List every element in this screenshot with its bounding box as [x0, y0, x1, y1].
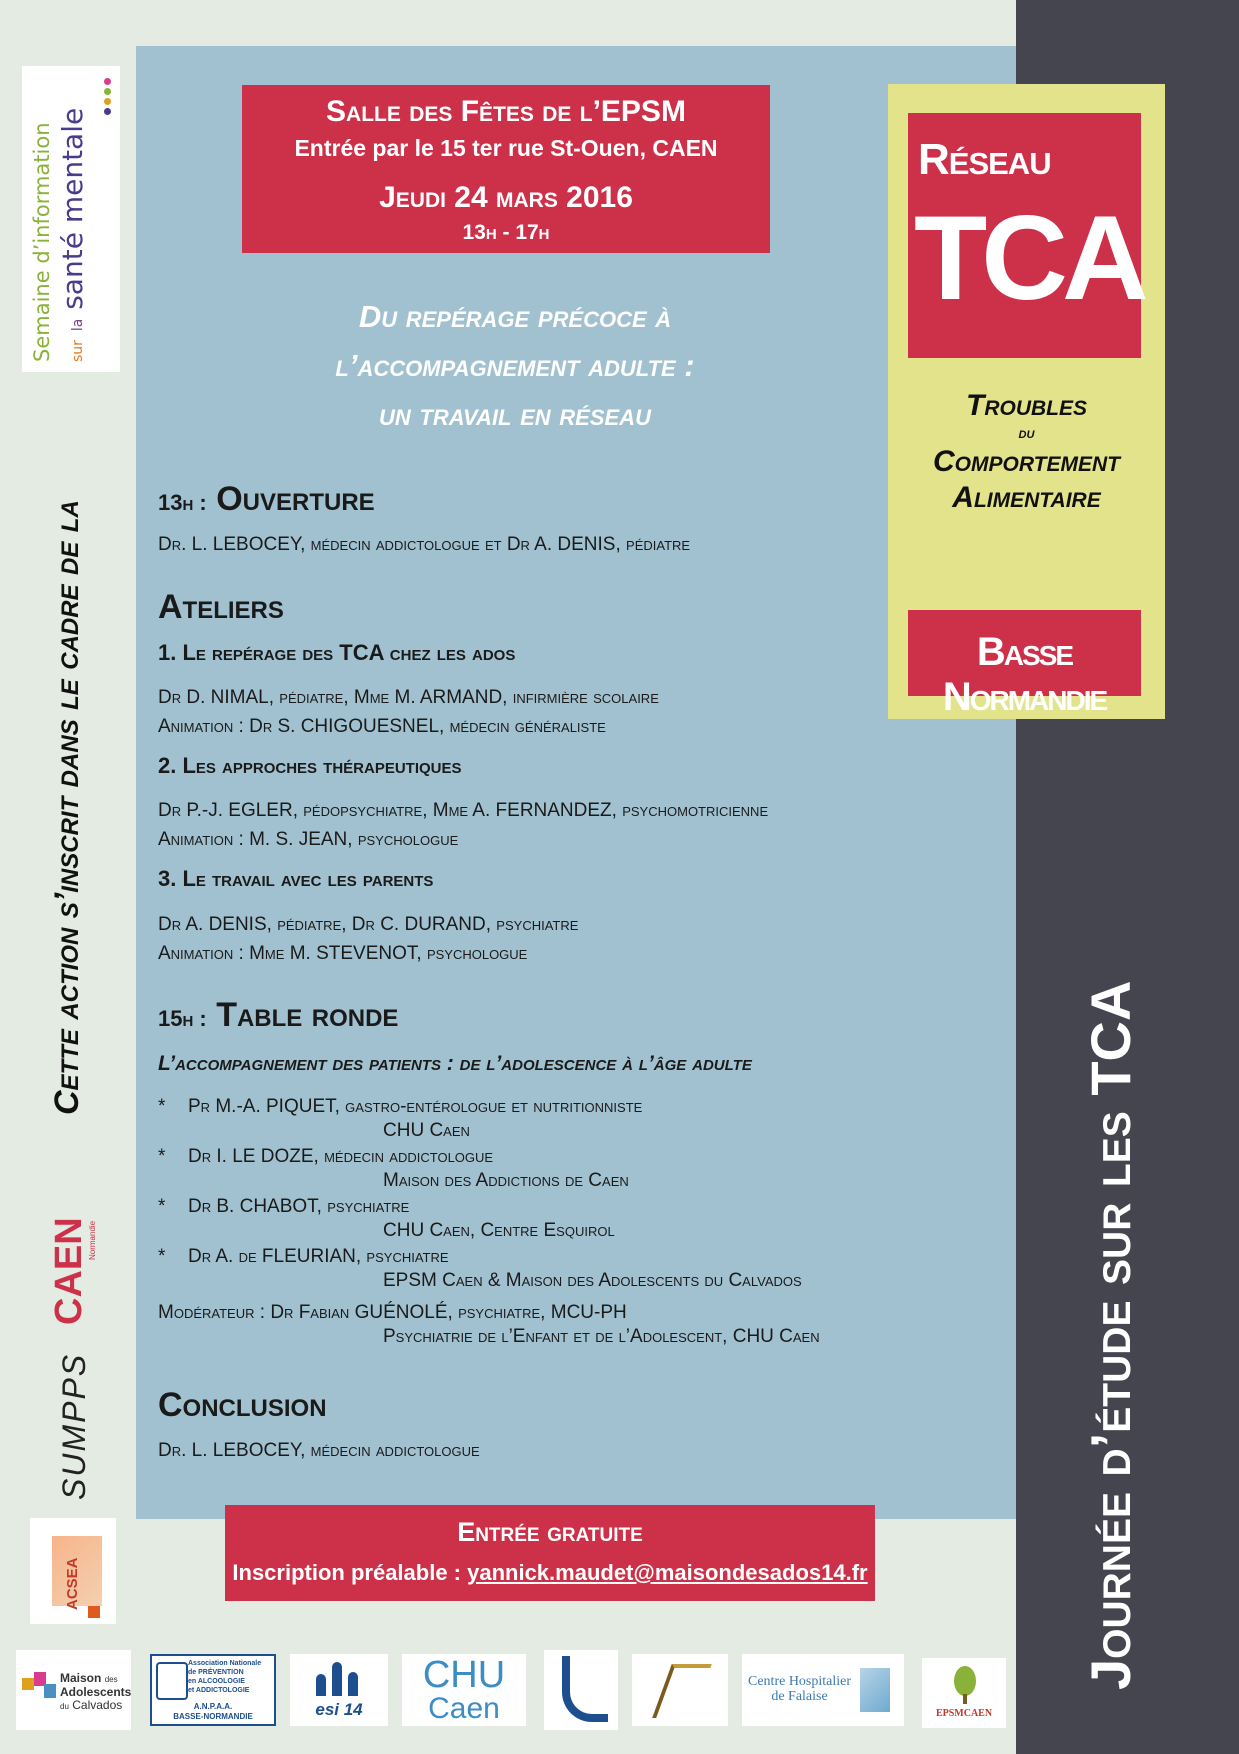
chu-line1: CHU [422, 1654, 506, 1696]
venue-title: Salle des Fêtes de l’EPSM [326, 95, 686, 128]
region-badge [908, 610, 1141, 719]
bullet: * [158, 1246, 166, 1267]
moderator-org: Psychiatrie de l’Enfant et de l’Adolescent, CHU Caen [383, 1326, 820, 1347]
acsea-square-icon [88, 1606, 100, 1618]
centre-esquirol-logo [544, 1650, 618, 1730]
caen-logo [40, 1200, 100, 1325]
conclusion-speakers: Dr. L. LEBOCEY, médecin addictologue [158, 1440, 480, 1461]
tree-trunk-icon [963, 1694, 967, 1704]
speaker-name: Dr I. LE DOZE, médecin addictologue [188, 1146, 494, 1167]
sism-dots-icon [104, 78, 111, 115]
vertical-left-text: Cette action s’inscrit dans le cadre de la [48, 500, 86, 1115]
table-ronde-time: 15h : [158, 1006, 207, 1031]
anpaa-logo [150, 1654, 276, 1726]
list-item [158, 1092, 998, 1142]
sism-la: la [70, 318, 86, 332]
tca-acronym: TCA [914, 191, 1143, 325]
opening-title: Ouverture [216, 480, 375, 518]
tca-full-name [888, 388, 1165, 516]
ch-falaise-logo [742, 1654, 904, 1726]
sism-line2 [56, 108, 89, 362]
table-ronde-speakers [158, 1092, 998, 1348]
workshop-title: 1. Le repérage des TCA chez les ados [158, 640, 516, 665]
workshop-speakers: Dr D. NIMAL, pédiatre, Mme M. ARMAND, infirmière scolaire [158, 687, 659, 708]
esi14-logo [290, 1654, 388, 1726]
list-item [158, 1242, 998, 1298]
epsm-text: EPSMCAEN [935, 1708, 993, 1719]
subtitle-line: Du repérage précoce à [358, 299, 672, 334]
mda-text [60, 1672, 131, 1713]
bullet: * [158, 1146, 166, 1167]
sism-logo [22, 66, 120, 372]
workshop-title: 3. Le travail avec les parents [158, 866, 434, 891]
workshop-title: 2. Les approches thérapeutiques [158, 753, 462, 778]
vertical-title: Journée d’étude sur les TCA [1079, 980, 1142, 1690]
inscription-label: Inscription préalable : [232, 1560, 468, 1585]
sism-sur: sur [70, 340, 86, 362]
opening-time: 13h : [158, 490, 207, 515]
caen-text: CAEN [48, 1217, 90, 1325]
region-text: Basse Normandie [942, 630, 1107, 719]
table-ronde-title: Table ronde [216, 996, 399, 1034]
chu-line2: Caen [428, 1692, 500, 1725]
anpaa-line: Association Nationale [188, 1660, 262, 1667]
anpaa-line: BASSE-NORMANDIE [173, 1712, 253, 1721]
tree-icon [954, 1666, 976, 1696]
ateliers-heading: Ateliers [158, 588, 284, 626]
ch-falaise-shape-icon [860, 1668, 890, 1712]
speaker-org: CHU Caen [383, 1120, 470, 1141]
opening-speakers: Dr. L. LEBOCEY, médecin addictologue et Dr A. DENIS, pédiatre [158, 534, 691, 555]
moderator [158, 1298, 998, 1348]
esi-figures-icon [316, 1662, 360, 1698]
speaker-name: Pr M.-A. PIQUET, gastro-entérologue et nutritionniste [188, 1096, 643, 1117]
subtitle-line: un travail en réseau [379, 397, 651, 432]
sumpps-logo: SUMPPS [56, 1352, 92, 1500]
anpaa-symbol-icon [156, 1662, 188, 1700]
mda-figures-icon [22, 1672, 58, 1706]
workshop-animation: Animation : M. S. JEAN, psychologue [158, 829, 459, 850]
mda-du: du [60, 1702, 69, 1711]
workshop-animation: Animation : Mme M. STEVENOT, psychologue [158, 943, 528, 964]
tca-line: Comportement [933, 445, 1120, 478]
sism-line2-text: santé mentale [56, 107, 89, 310]
speaker-org: Maison des Addictions de Caen [383, 1170, 629, 1191]
event-subtitle [200, 292, 830, 439]
list-item [158, 1192, 998, 1242]
workshop-animation: Animation : Dr S. CHIGOUESNEL, médecin généraliste [158, 716, 606, 737]
bullet: * [158, 1096, 166, 1117]
mda-line3: Calvados [72, 1698, 123, 1712]
mda-line2: Adolescents [60, 1685, 132, 1699]
email-link[interactable]: yannick.maudet@maisondesados14.fr [467, 1560, 868, 1585]
opening-heading [158, 480, 375, 519]
venue-entry: Entrée par le 15 ter rue St-Ouen, CAEN [294, 135, 718, 161]
leg-shape-icon [652, 1664, 712, 1718]
ch-falaise-line2: de Falaise [771, 1689, 828, 1704]
ch-falaise-text [748, 1674, 851, 1704]
moderator-name: Modérateur : Dr Fabian GUÉNOLÉ, psychiatre, MCU-PH [158, 1302, 627, 1323]
tca-reseau: Réseau [918, 135, 1051, 184]
acsea-logo [30, 1518, 116, 1624]
tca-logo [908, 113, 1141, 358]
inscription-line [225, 1560, 875, 1586]
mda-line1: Maison [60, 1671, 102, 1685]
free-entry-box [225, 1505, 875, 1601]
mda-des: des [104, 1675, 118, 1684]
leg-logo [632, 1654, 728, 1726]
anpaa-line: et ADDICTOLOGIE [188, 1687, 250, 1694]
speaker-name: Dr B. CHABOT, psychiatre [188, 1196, 410, 1217]
workshop-speakers: Dr A. DENIS, pédiatre, Dr C. DURAND, psychiatre [158, 914, 579, 935]
speaker-name: Dr A. de FLEURIAN, psychiatre [188, 1246, 449, 1267]
subtitle-line: l’accompagnement adulte : [335, 348, 695, 383]
acsea-text: ACSEA [64, 1557, 81, 1610]
speaker-org: EPSM Caen & Maison des Adolescents du Calvados [383, 1270, 802, 1291]
chu-caen-logo [402, 1654, 526, 1726]
bullet: * [158, 1196, 166, 1217]
caen-sub: Normandie [88, 1220, 97, 1260]
anpaa-text [188, 1659, 261, 1695]
free-entry-title: Entrée gratuite [457, 1517, 643, 1547]
tca-line: Troubles [966, 389, 1087, 422]
anpaa-line: en ALCOOLOGIE [188, 1678, 245, 1685]
epsm-logo [922, 1658, 1006, 1728]
mda-logo [16, 1650, 131, 1730]
list-item [158, 1142, 998, 1192]
venue-box [242, 85, 770, 253]
anpaa-line: de PRÉVENTION [188, 1669, 244, 1676]
sism-line1: Semaine d’information [30, 122, 54, 362]
anpaa-line: A.N.P.A.A. [193, 1702, 233, 1711]
venue-date: Jeudi 24 mars 2016 [379, 181, 633, 214]
esquirol-shape-icon [562, 1656, 608, 1722]
ch-falaise-line1: Centre Hospitalier [748, 1674, 852, 1689]
anpaa-region [152, 1702, 274, 1722]
table-ronde-theme: L’accompagnement des patients : de l’adolescence à l’âge adulte [158, 1052, 752, 1075]
tca-du: du [1018, 425, 1035, 442]
speaker-org: CHU Caen, Centre Esquirol [383, 1220, 615, 1241]
table-ronde-heading [158, 996, 398, 1035]
esi-text: esi 14 [315, 1700, 363, 1719]
venue-hours: 13h - 17h [462, 221, 550, 244]
workshop-speakers: Dr P.-J. EGLER, pédopsychiatre, Mme A. FERNANDEZ, psychomotricienne [158, 800, 769, 821]
tca-line: Alimentaire [952, 481, 1101, 514]
conclusion-heading: Conclusion [158, 1386, 327, 1424]
